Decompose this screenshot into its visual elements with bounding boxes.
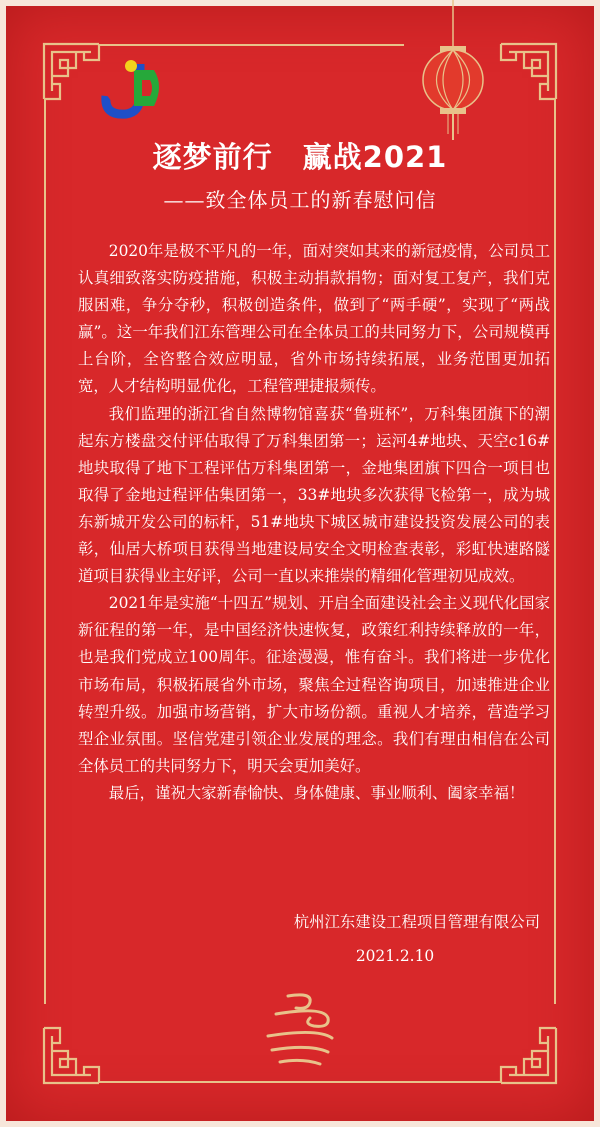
letter-paragraph: 2021年是实施“十四五”规划、开启全面建设社会主义现代化国家新征程的第一年，是中国经济快速恢复，政策红利持续释放的一年，也是我们党成立100周年。征途漫漫，惟有奋斗。我们将进一步优化市场布局，积极拓展省外市场，聚焦全过程咨询项目，加速推进企业转型升级。加强市场营销，扩大市场份额。重视人才培养，营造学习型企业氛围。坚信党建引领企业发展的理念。我们有理由相信在公司全体员工的共同努力下，明天会更加美好。 bbox=[78, 594, 550, 775]
letter-paragraph: 最后，谨祝大家新春愉快、身体健康、事业顺利、阖家幸福！ bbox=[108, 783, 525, 802]
letter-date: 2021.2.10 bbox=[355, 947, 435, 965]
frame-bottom-line bbox=[99, 1081, 501, 1083]
letter-paragraph: 我们监理的浙江省自然博物馆喜获“鲁班杯”，万科集团旗下的潮起东方楼盘交付评估取得了万科集团第一；运河4#地块、天空c16#地块取得了地下工程评估万科集团第一，金地集团旗下四合一项目也取得了金地过程评估集团第一，33#地块多次获得飞检第一，成为城东新城开发公司的标杆，51#地块下城区城市建设投资发展公司的表彰，仙居大桥项目获得当地建设局安全文明检查表彰，彩虹快速路隧道项目获得业主好评，公司一直以来推崇的精细化管理初见成效。 bbox=[78, 404, 550, 586]
lantern-icon bbox=[418, 0, 488, 150]
frame-left-line bbox=[44, 99, 46, 1004]
letter-signature: 杭州江东建设工程项目管理有限公司 bbox=[293, 913, 540, 931]
fretwork-corner-icon bbox=[469, 996, 564, 1091]
jd-logo-icon bbox=[96, 56, 166, 120]
frame-top-line bbox=[99, 44, 404, 46]
page-title: 逐梦前行 赢战2021 bbox=[152, 140, 448, 174]
letter-paragraph: 2020年是极不平凡的一年，面对突如其来的新冠疫情，公司员工认真细致落实防疫措施，积极主动捐款捐物；面对复工复产，我们克服困难，争分夺秒，积极创造条件，做到了“两手硬”，实现了“两战赢”。这一年我们江东管理公司在全体员工的共同努力下，公司规模再上台阶，全咨整合效应明显，省外市场持续拓展，业务范围更加拓宽，人才结构明显优化，工程管理捷报频传。 bbox=[78, 242, 550, 396]
auspicious-cloud-icon bbox=[262, 988, 338, 1068]
letter-body bbox=[78, 238, 550, 807]
fretwork-corner-icon bbox=[36, 996, 131, 1091]
page-subtitle: ——致全体员工的新春慰问信 bbox=[163, 188, 437, 212]
frame-right-line bbox=[554, 99, 556, 1004]
